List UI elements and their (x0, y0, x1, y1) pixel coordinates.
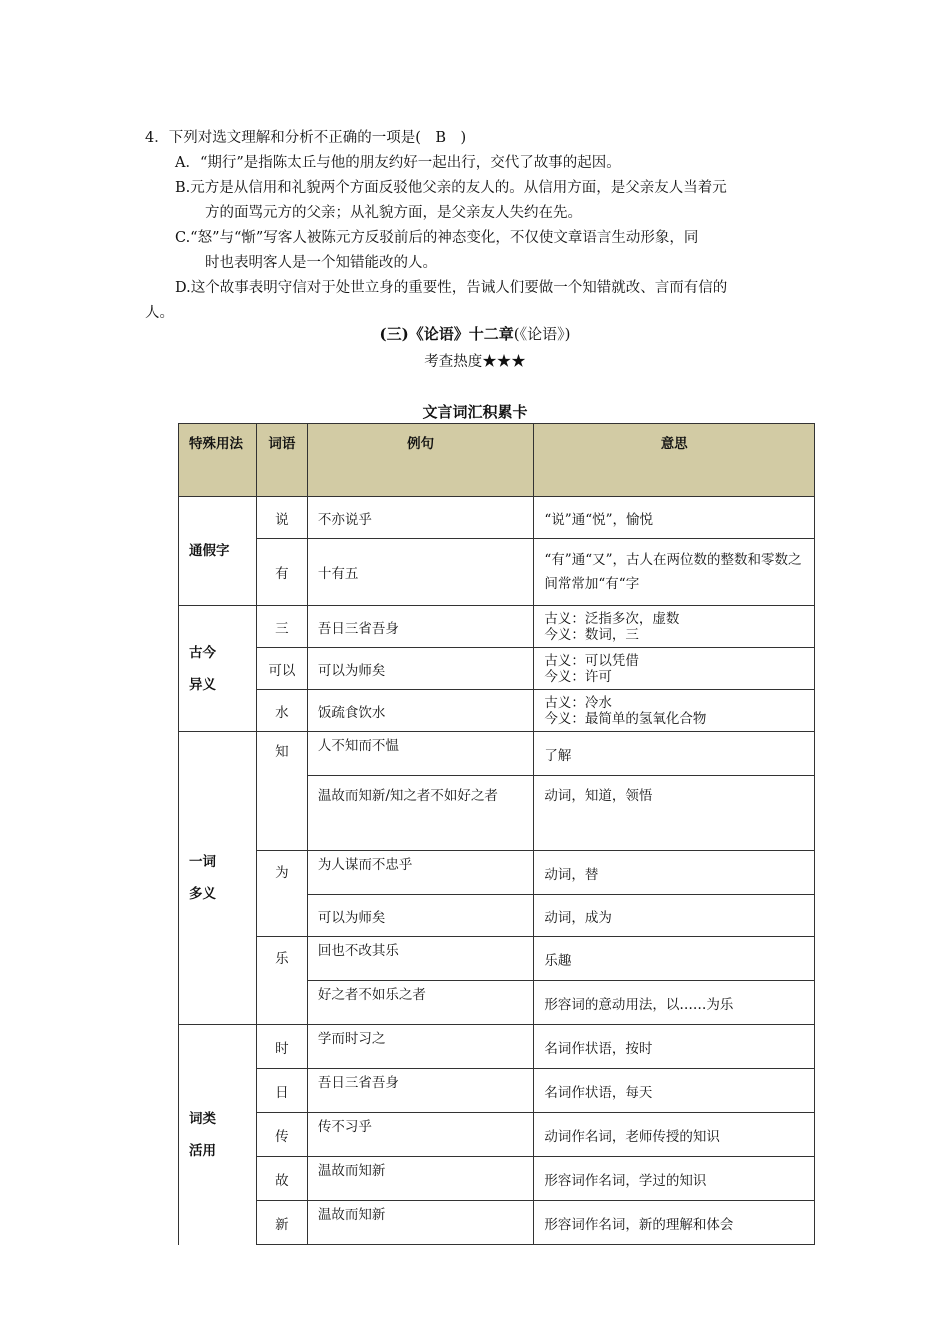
meaning-cell: “有”通“又”，古人在两位数的整数和零数之间常常加“有“字 (534, 539, 815, 606)
word-cell: 日 (256, 1069, 307, 1113)
example-cell: 温故而知新/知之者不如好之者 (307, 776, 534, 851)
category-duoyi (179, 732, 257, 1025)
header-usage: 特殊用法 (179, 424, 257, 497)
example-cell: 传不习乎 (307, 1113, 534, 1157)
option-c-line-2: 时也表明客人是一个知错能改的人。 (205, 255, 437, 271)
meaning-cell: 动词，成为 (534, 895, 815, 937)
example-cell: 回也不改其乐 (307, 937, 534, 981)
meaning-modern: 今义：数词，三 (544, 626, 639, 643)
meaning-cell (534, 690, 815, 732)
table-row (179, 851, 815, 895)
option-b-line-1: B.元方是从信用和礼貌两个方面反驳他父亲的友人的。从信用方面，是父亲友人当着元 (175, 180, 727, 196)
example-cell: 可以为师矣 (307, 648, 534, 690)
example-cell: 十有五 (307, 539, 534, 606)
section-title-text: (三)《论语》十二章 (379, 325, 514, 343)
option-a: A．“期行”是指陈太丘与他的朋友约好一起出行，交代了故事的起因。 (175, 155, 621, 171)
category-huoyong-line-2: 活用 (189, 1142, 216, 1159)
meaning-cell: 形容词作名词，学过的知识 (534, 1157, 815, 1201)
header-word: 词语 (256, 424, 307, 497)
table-row (179, 1113, 815, 1157)
word-cell: 说 (256, 497, 307, 539)
table-row (179, 1025, 815, 1069)
word-cell: 水 (256, 690, 307, 732)
word-cell: 传 (256, 1113, 307, 1157)
word-cell: 可以 (256, 648, 307, 690)
category-gujin-line-2: 异义 (189, 676, 216, 693)
example-cell: 好之者不如乐之者 (307, 981, 534, 1025)
meaning-cell (534, 606, 815, 648)
word-cell: 知 (256, 732, 307, 851)
meaning-cell: 乐趣 (534, 937, 815, 981)
category-duoyi-line-1: 一词 (189, 854, 216, 870)
exam-heat-rating: 考查热度★★★ (424, 354, 526, 370)
meaning-cell: “说”通“悦”，愉悦 (534, 497, 815, 539)
table-row (179, 606, 815, 648)
example-cell: 为人谋而不忠乎 (307, 851, 534, 895)
table-row (179, 732, 815, 776)
option-c-line-1: C.“怒”与“惭”写客人被陈元方反驳前后的神态变化，不仅使文章语言生动形象，同 (175, 230, 699, 246)
word-cell: 三 (256, 606, 307, 648)
example-cell: 吾日三省吾身 (307, 606, 534, 648)
header-meaning: 意思 (534, 424, 815, 497)
table-row (179, 1157, 815, 1201)
question-stem: 4．下列对选文理解和分析不正确的一项是( B ) (145, 130, 467, 146)
meaning-modern: 今义：许可 (544, 668, 612, 685)
option-d-line-1: D.这个故事表明守信对于处世立身的重要性，告诫人们要做一个知错就改、言而有信的 (175, 280, 728, 296)
example-cell: 饭疏食饮水 (307, 690, 534, 732)
section-title (0, 323, 950, 344)
table-row (179, 539, 815, 606)
category-gujin (179, 606, 257, 732)
meaning-cell: 名词作状语，每天 (534, 1069, 815, 1113)
meaning-cell: 名词作状语，按时 (534, 1025, 815, 1069)
vocab-card-title: 文言词汇积累卡 (422, 403, 528, 421)
meaning-cell: 动词，替 (534, 851, 815, 895)
word-cell: 有 (256, 539, 307, 606)
word-cell: 为 (256, 851, 307, 937)
word-cell: 故 (256, 1157, 307, 1201)
category-tongjia: 通假字 (179, 497, 257, 606)
category-huoyong-line-1: 词类 (189, 1110, 216, 1127)
meaning-cell: 动词，知道，领悟 (534, 776, 815, 851)
option-d-line-2: 人。 (145, 305, 174, 321)
example-cell: 可以为师矣 (307, 895, 534, 937)
meaning-ancient: 古义：冷水 (544, 694, 612, 711)
meaning-modern: 今义：最简单的氢氧化合物 (544, 710, 707, 727)
category-huoyong (179, 1025, 257, 1245)
meaning-cell: 形容词的意动用法，以……为乐 (534, 981, 815, 1025)
table-header-row (179, 424, 815, 497)
category-gujin-line-1: 古今 (189, 644, 216, 661)
vocab-table (178, 423, 815, 1245)
table-row (179, 937, 815, 981)
meaning-cell (534, 648, 815, 690)
example-cell: 人不知而不愠 (307, 732, 534, 776)
option-b-line-2: 方的面骂元方的父亲；从礼貌方面，是父亲友人失约在先。 (205, 205, 582, 221)
question-4 (145, 126, 815, 326)
example-cell: 吾日三省吾身 (307, 1069, 534, 1113)
word-cell: 乐 (256, 937, 307, 1025)
header-example: 例句 (307, 424, 534, 497)
table-row (179, 1069, 815, 1113)
table-row (179, 497, 815, 539)
example-cell: 温故而知新 (307, 1201, 534, 1245)
example-cell: 学而时习之 (307, 1025, 534, 1069)
meaning-ancient: 古义：泛指多次，虚数 (544, 610, 680, 627)
example-cell: 不亦说乎 (307, 497, 534, 539)
category-duoyi-line-2: 多义 (189, 886, 216, 902)
table-row (179, 648, 815, 690)
meaning-cell: 形容词作名词，新的理解和体会 (534, 1201, 815, 1245)
word-cell: 新 (256, 1201, 307, 1245)
meaning-cell: 了解 (534, 732, 815, 776)
meaning-ancient: 古义：可以凭借 (544, 652, 639, 669)
table-row (179, 1201, 815, 1245)
example-cell: 温故而知新 (307, 1157, 534, 1201)
table-row (179, 690, 815, 732)
section-source: (《论语》) (513, 325, 571, 343)
meaning-cell: 动词作名词，老师传授的知识 (534, 1113, 815, 1157)
word-cell: 时 (256, 1025, 307, 1069)
